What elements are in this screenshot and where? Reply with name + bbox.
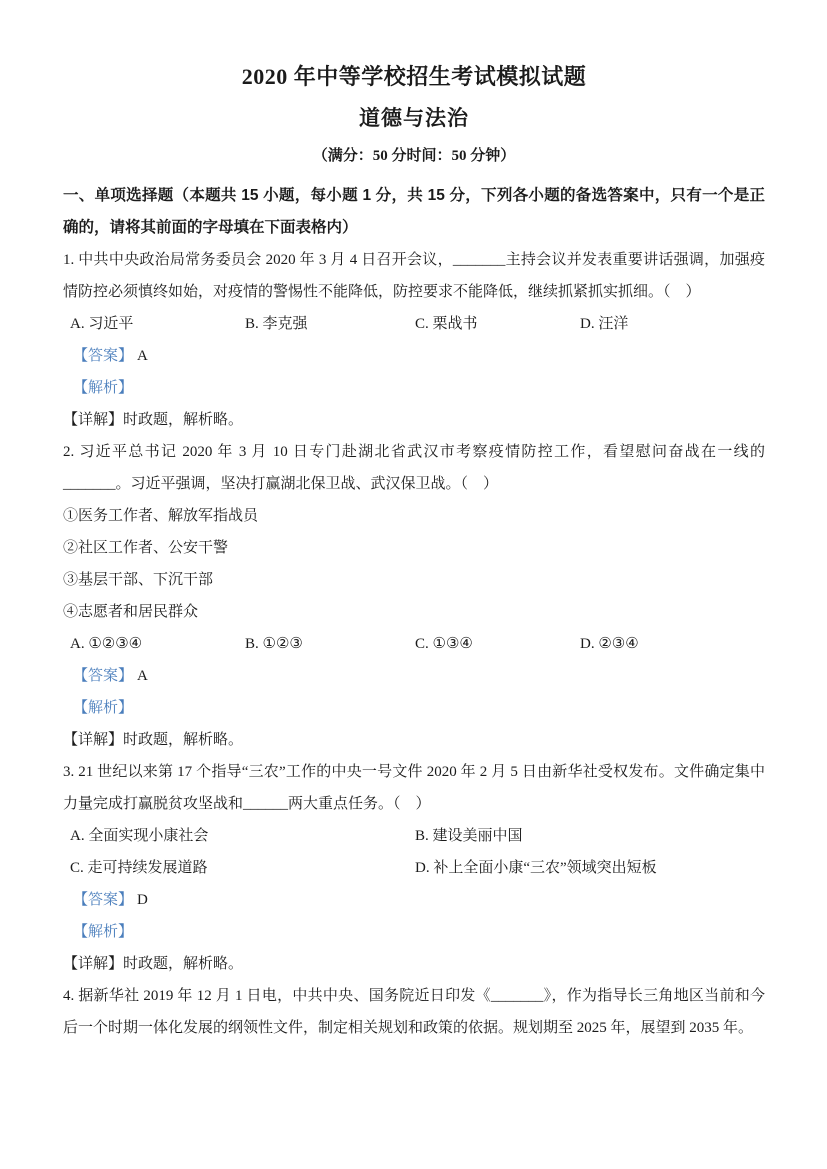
question-1-options [63,308,765,340]
question-3-detail-line [63,948,765,980]
question-1-option-a: A. 习近平 [70,316,134,332]
document-body [63,180,765,1044]
answer-value: A [137,348,148,364]
question-1-option-d: D. 汪洋 [580,316,629,332]
question-3-options-row-1 [63,820,765,852]
section-heading: 一、单项选择题（本题共 15 小题，每小题 1 分，共 15 分，下列各小题的备选答案中，只有一个是正确的，请将其前面的字母填在下面表格内） [63,187,765,236]
question-2-item-2: ②社区工作者、公安干警 [63,540,229,556]
question-4-stem: 4. 据新华社 2019 年 12 月 1 日电，中共中央、国务院近日印发《_______》，作为指导长三角地区当前和今后一个时期一体化发展的纲领性文件，制定相关规划和政策的依据。规划期至 2025 年，展望到 2035 年。 [63,988,765,1036]
question-2-stem: 2. 习近平总书记 2020 年 3 月 10 日专门赴湖北省武汉市考察疫情防控工作，看望慰问奋战在一线的_______。习近平强调，坚决打赢湖北保卫战、武汉保卫战。（ ） [63,444,765,492]
question-3-stem: 3. 21 世纪以来第 17 个指导“三农”工作的中央一号文件 2020 年 2 月 5 日由新华社受权发布。文件确定集中力量完成打赢脱贫攻坚战和______两大重点任务。（ ） [63,764,765,812]
question-1-detail-line [63,404,765,436]
question-1-option-c: C. 栗战书 [415,316,478,332]
detail-text: 时政题，解析略。 [123,956,244,972]
question-2-option-a: A. ①②③④ [70,636,143,652]
detail-text: 时政题，解析略。 [123,412,244,428]
question-2-option-c: C. ①③④ [415,636,473,652]
detail-label: 【详解】 [63,412,124,428]
question-1-option-b: B. 李克强 [245,316,308,332]
question-2-options [63,628,765,660]
answer-label: 【答案】 [73,668,134,684]
question-3-option-c: C. 走可持续发展道路 [70,860,208,876]
question-2-option-b: B. ①②③ [245,636,303,652]
question-2-item-3: ③基层干部、下沉干部 [63,572,214,588]
question-3-option-a: A. 全面实现小康社会 [70,828,209,844]
question-2-analysis-label: 【解析】 [73,700,134,716]
detail-label: 【详解】 [63,956,124,972]
question-3-option-d: D. 补上全面小康“三农”领域突出短板 [415,860,657,876]
question-1-analysis-label: 【解析】 [73,380,134,396]
question-1-stem: 1. 中共中央政治局常务委员会 2020 年 3 月 4 日召开会议，_______主持会议并发表重要讲话强调，加强疫情防控必须慎终如始，对疫情的警惕性不能降低，防控要求不能降低，继续抓紧抓实抓细。（ ） [63,252,765,300]
question-3-answer-line [63,884,765,916]
question-2-detail-line [63,724,765,756]
detail-label: 【详解】 [63,732,124,748]
question-2-option-d: D. ②③④ [580,636,639,652]
question-3-analysis-label: 【解析】 [73,924,134,940]
question-2-item-1: ①医务工作者、解放军指战员 [63,508,259,524]
doc-subtitle: 道德与法治 [359,106,469,130]
question-3-option-b: B. 建设美丽中国 [415,828,523,844]
question-2-item-4: ④志愿者和居民群众 [63,604,199,620]
question-3-options-row-2 [63,852,765,884]
answer-value: D [137,892,148,908]
answer-label: 【答案】 [73,892,134,908]
doc-title: 2020 年中等学校招生考试模拟试题 [241,64,587,89]
question-1-answer-line [63,340,765,372]
question-2-answer-line [63,660,765,692]
answer-label: 【答案】 [73,348,134,364]
detail-text: 时政题，解析略。 [123,732,244,748]
answer-value: A [137,668,148,684]
score-time-info: （满分：50 分时间：50 分钟） [312,148,516,164]
